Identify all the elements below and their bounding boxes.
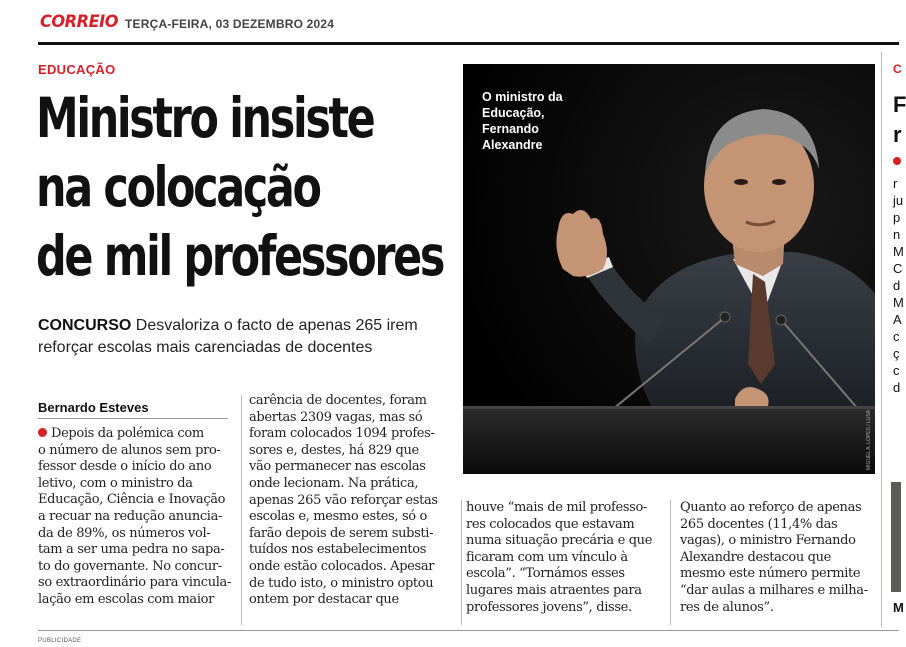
body-text-line: escola”. “Tornámos esses (466, 566, 625, 582)
body-text-line: Quanto ao reforço de apenas (680, 500, 862, 515)
body-text-line: lação em escolas com maior (38, 591, 214, 607)
body-text-line: da de 89%, os números vol- (38, 525, 211, 541)
body-text-line: a recuar na redução anuncia- (38, 508, 223, 524)
adjacent-glyph: C (893, 62, 902, 76)
body-text-line: lugares mais atraentes para (466, 582, 642, 598)
adjacent-glyph: r (893, 122, 902, 147)
adjacent-glyph: A (893, 312, 902, 327)
body-text-line: onde lecionam. Na prática, (249, 475, 419, 491)
adjacent-glyph: ju (893, 193, 904, 208)
byline: Bernardo Esteves (38, 400, 149, 415)
adjacent-bullet (893, 157, 901, 165)
body-text-line: letivo, com o ministro da (38, 475, 193, 491)
masthead-rule (38, 42, 899, 45)
adjacent-glyph: M (893, 600, 904, 615)
photo-caption: O ministro da Educação, Fernando Alexandre (482, 90, 563, 152)
body-text-line: tam a ser uma pedra no sapa- (38, 542, 225, 558)
body-text-line: res de alunos”. (680, 599, 774, 615)
body-text-line: carência de docentes, foram (249, 393, 427, 408)
headline-line: na colocação (36, 155, 320, 219)
body-text-line: sores e, destes, há 829 que (249, 442, 419, 458)
body-text-line: ficaram com um vínculo à (466, 549, 628, 565)
adjacent-glyph: c (893, 329, 900, 344)
deck-text: Desvaloriza o facto de apenas 265 irem reforçar escolas mais carenciadas de docentes (38, 317, 418, 356)
adjacent-glyph: d (893, 278, 901, 293)
body-text-line: houve “mais de mil professo- (466, 500, 647, 515)
body-text-line: vão permanecer nas escolas (249, 459, 426, 475)
body-text-line: farão depois de serem substi- (249, 525, 434, 541)
advertising-label: PUBLICIDADE (38, 638, 82, 644)
body-text-line: vagas), o ministro Fernando (680, 533, 856, 549)
body-text-line: Alexandre destacou que (680, 549, 832, 565)
body-text-line: Educação, Ciência e Inovação (38, 492, 226, 508)
bullet-icon (38, 428, 47, 437)
adjacent-glyph: M (893, 244, 904, 259)
body-text-line: apenas 265 vão reforçar estas (249, 492, 438, 508)
headline-line: Ministro insiste (36, 86, 374, 150)
masthead (0, 0, 899, 48)
body-text: Depois da polémica com (51, 426, 204, 441)
body-text-line: abertas 2309 vagas, mas só (249, 409, 423, 425)
body-text-line: o número de alunos sem pro- (38, 442, 221, 458)
photo-credit: MIGUEL A. LOPES / LUSA (866, 409, 872, 470)
column-divider (241, 395, 242, 625)
column-divider (670, 500, 671, 625)
issue-date: TERÇA-FEIRA, 03 DEZEMBRO 2024 (125, 17, 335, 31)
adjacent-glyph: F (893, 92, 906, 117)
body-column-3 (466, 500, 671, 616)
body-column-2 (249, 393, 459, 609)
adjacent-glyph: ç (893, 346, 900, 361)
body-text-line: mesmo este número permite (680, 566, 861, 582)
body-text-line: so extraordinário para vincula- (38, 575, 231, 591)
deck-kicker: CONCURSO (38, 317, 132, 334)
adjacent-glyph: C (893, 261, 903, 276)
body-text-line: fessor desde o início do ano (38, 459, 212, 475)
headline (36, 84, 444, 291)
adjacent-glyph: p (893, 210, 901, 225)
adjacent-photo (891, 482, 901, 592)
footer-rule (38, 630, 899, 631)
body-text-line: tuídos nos estabelecimentos (249, 542, 427, 558)
byline-rule (38, 418, 228, 419)
body-text-line (38, 426, 238, 443)
body-text-line: de tudo isto, o ministro optou (249, 575, 434, 591)
adjacent-glyph: r (893, 176, 898, 191)
body-text-line: onde estão colocados. Apesar (249, 558, 435, 574)
body-text-line: “dar aulas a milhares e milha- (680, 582, 868, 598)
body-text-line: 265 docentes (11,4% das (680, 516, 838, 532)
section-label: EDUCAÇÃO (38, 62, 116, 77)
deck (38, 315, 468, 359)
body-text-line: foram colocados 1094 profes- (249, 426, 435, 442)
adjacent-glyph: c (893, 363, 900, 378)
newspaper-logo: CORREIO (40, 12, 118, 32)
body-column-4 (680, 500, 875, 616)
body-text-line: ontem por destacar que (249, 592, 399, 608)
adjacent-divider (881, 52, 882, 627)
body-text-line: to do governante. No concur- (38, 558, 222, 574)
headline-line: de mil professores (36, 224, 444, 288)
body-text-line: numa situação precária e que (466, 533, 653, 549)
adjacent-glyph: d (893, 380, 901, 395)
body-text-line: professores jovens”, disse. (466, 599, 632, 615)
adjacent-article (881, 52, 906, 632)
body-text-line: escolas e, mesmo estes, só o (249, 509, 427, 525)
adjacent-glyph: M (893, 295, 904, 310)
adjacent-glyph: n (893, 227, 901, 242)
body-text-line: res colocados que estavam (466, 516, 635, 532)
column-divider (461, 500, 462, 625)
body-column-1 (38, 426, 238, 609)
